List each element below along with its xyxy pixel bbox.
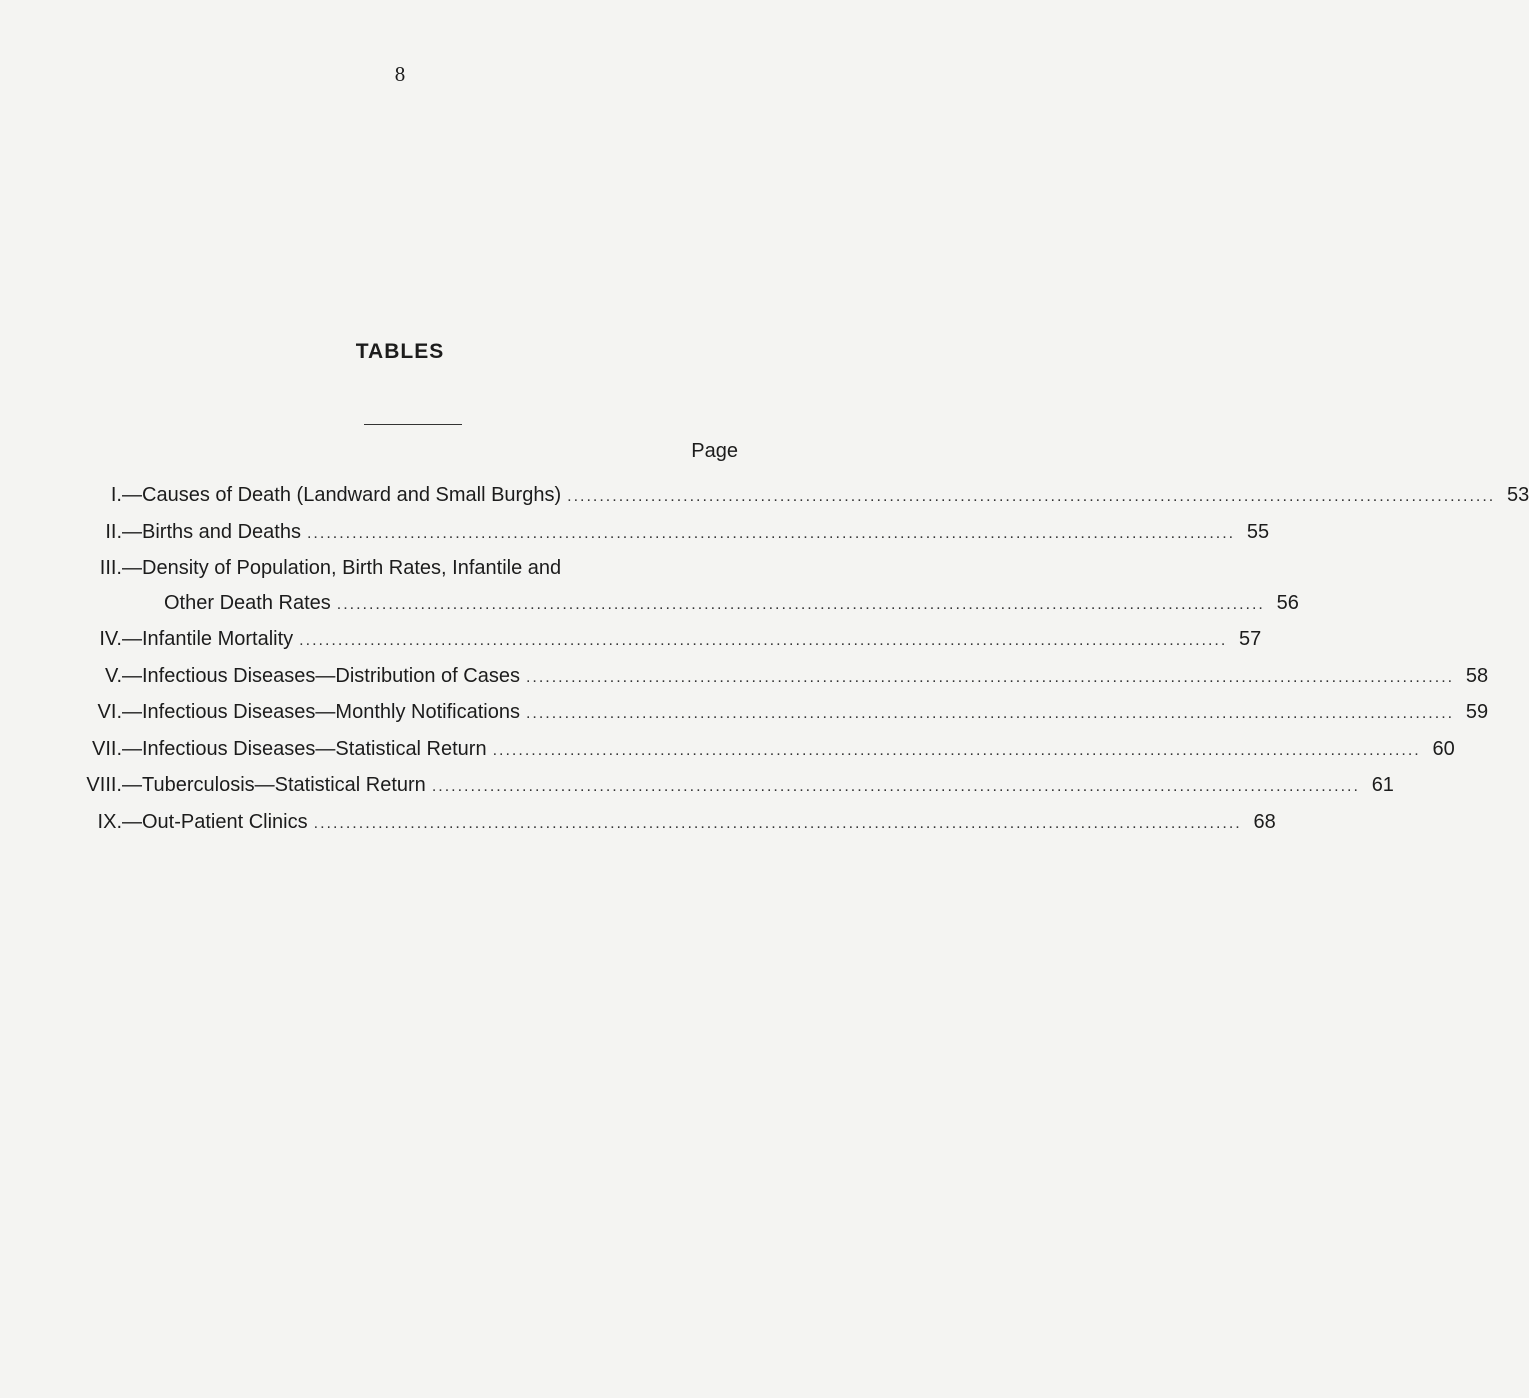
toc-entry-6 [82, 695, 1489, 732]
entry-number: VII. [91, 737, 122, 760]
dot-leader [314, 807, 1242, 842]
entry-page: 68 [1253, 810, 1276, 833]
dot-leader [526, 697, 1454, 732]
toc-entry-1 [82, 478, 1529, 515]
page-number: 8 [394, 62, 406, 86]
title-underline [364, 424, 462, 425]
entry-number: VIII. [86, 774, 122, 796]
entry-number: VI. [97, 701, 122, 723]
entry-title: —Infectious Diseases—Distribution of Cases [122, 664, 520, 687]
entry-number: I. [110, 484, 122, 506]
entry-title-line2: Other Death Rates [164, 591, 331, 614]
entry-title: —Tuberculosis—Statistical Return [122, 774, 426, 796]
entry-page: 59 [1465, 701, 1489, 723]
entry-number: II. [105, 520, 122, 543]
dot-leader [432, 770, 1360, 805]
entry-title: —Causes of Death (Landward and Small Burghs) [122, 484, 562, 506]
entry-title: —Out-Patient Clinics [122, 810, 308, 833]
entry-page: 57 [1239, 628, 1262, 650]
entry-title-line1: —Density of Population, Birth Rates, Infantile and [122, 557, 562, 579]
entry-page: 55 [1246, 520, 1270, 543]
dot-leader [526, 661, 1454, 696]
entry-page: 56 [1276, 591, 1299, 614]
entry-number: IX. [97, 810, 122, 833]
entry-page: 53 [1507, 484, 1529, 506]
dot-leader [337, 588, 1265, 623]
dot-leader [299, 624, 1227, 659]
entry-page: 61 [1371, 774, 1394, 796]
entry-title: —Births and Deaths [122, 520, 301, 543]
entry-title: —Infantile Mortality [122, 628, 294, 650]
entry-title: —Infectious Diseases—Monthly Notifications [122, 701, 520, 723]
toc-entry-9 [82, 805, 1276, 842]
entry-number: IV. [99, 628, 122, 650]
dot-leader [307, 517, 1235, 552]
dot-leader [493, 734, 1421, 769]
page-column-header: Page [691, 440, 738, 462]
entry-number: V. [104, 664, 122, 687]
entry-title: —Infectious Diseases—Statistical Return [122, 737, 487, 760]
toc-entry-2 [82, 515, 1270, 552]
page-title: TABLES [355, 340, 445, 363]
toc-entry-8 [82, 768, 1394, 805]
entry-page: 58 [1465, 664, 1489, 687]
entry-page: 60 [1432, 737, 1455, 760]
toc-entry-7 [82, 732, 1455, 769]
toc-entry-5 [82, 659, 1489, 696]
dot-leader [567, 480, 1495, 515]
toc-entry-3 [82, 551, 1299, 622]
entry-number: III. [99, 557, 122, 579]
table-of-contents [82, 478, 1529, 841]
toc-entry-4 [82, 622, 1262, 659]
